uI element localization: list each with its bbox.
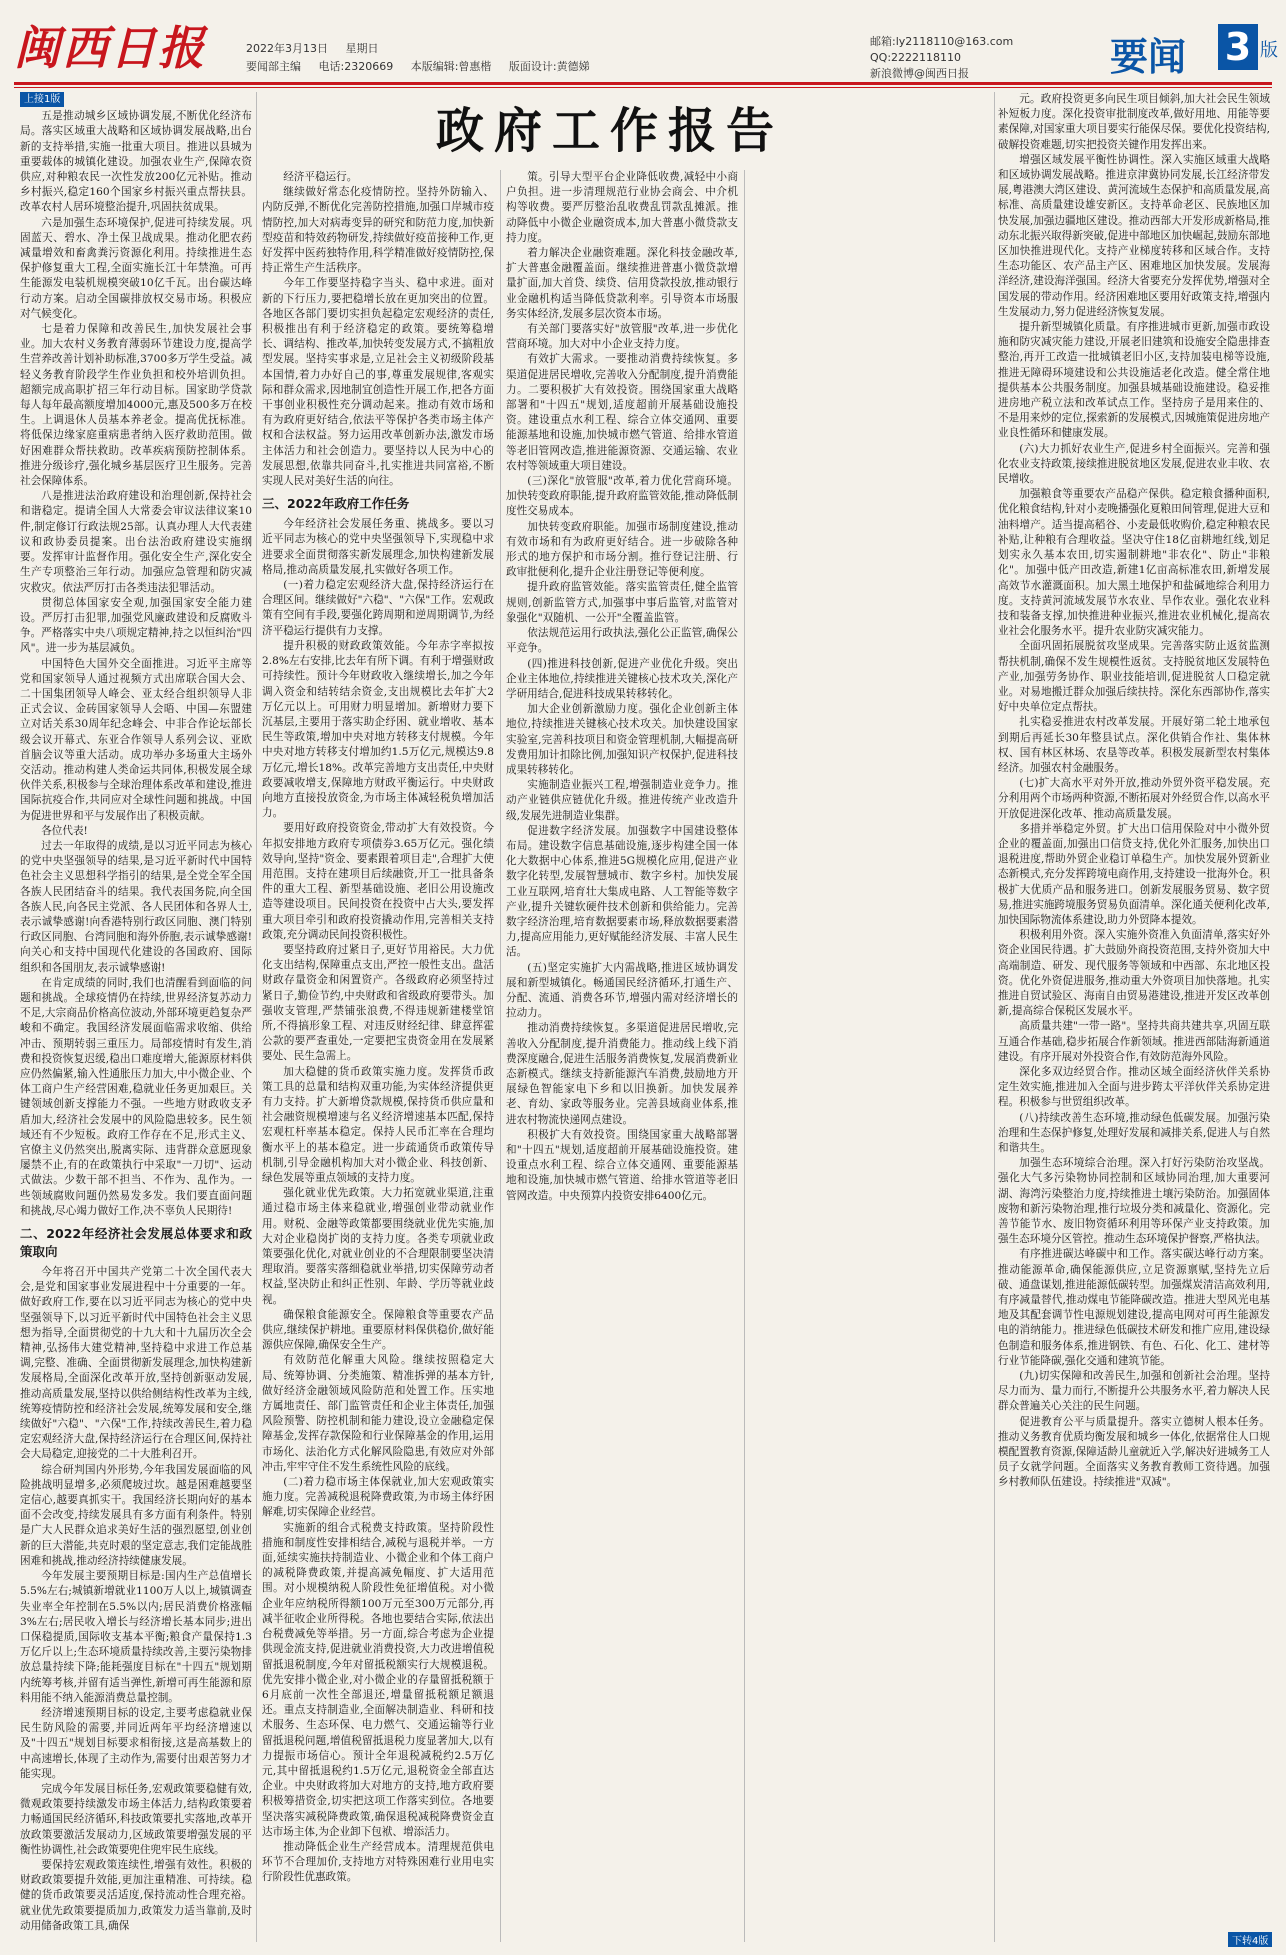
continued-to-tag: 下转4版 bbox=[1228, 1932, 1272, 1947]
article-paragraph: 完成今年发展目标任务,宏观政策要稳健有效,微观政策要持续激发市场主体活力,结构政策要着力畅通国民经济循环,科技政策要扎实落地,改革开放政策要激活发展动力,区域政策要增强发展的平衡性协调性,社会政策要兜住兜牢民生底线。 bbox=[20, 1782, 252, 1856]
article-headline: 政府工作报告 bbox=[435, 103, 784, 159]
article-paragraph: 加快转变政府职能。加强市场制度建设,推动有效市场和有为政府更好结合。进一步破除各种形式的地方保护和市场分割。推行登记注册、行政审批便利化,提升企业注册登记等便利度。 bbox=[506, 520, 738, 579]
article-paragraph: 提升积极的财政政策效能。今年赤字率拟按2.8%左右安排,比去年有所下调。有利于增强财政可持续性。预计今年财政收入继续增长,加之今年调入资金和结转结余资金,支出规模比去年扩大2万亿元以上。可用财力明显增加。新增财力要下沉基层,主要用于落实助企纾困、就业增收、基本民生等政策,增加中央对地方转移支付规模。今年中央对地方转移支付增加约1.5万亿元,规模达9.8万亿元,增长18%。改革完善地方支出责任,中央财政要减收增支,保障地方财政平衡运行。中央财政向地方直接投放资金,为市场主体减轻税负增加活力。 bbox=[262, 639, 494, 820]
article-paragraph: 策。引导大型平台企业降低收费,减轻中小商户负担。进一步清理规范行业协会商会、中介机构等收费。要严厉整治乱收费乱罚款乱摊派。推动降低中小微企业融资成本,加大普惠小微贷款支持力度。 bbox=[506, 171, 738, 244]
duty-editor: 本版编辑:曾惠楷 bbox=[410, 60, 492, 73]
article-paragraph: 要用好政府投资资金,带动扩大有效投资。今年拟安排地方政府专项债券3.65万亿元。强化绩效导向,坚持"资金、要素跟着项目走",合理扩大使用范围。支持在建项目后续融资,开工一批具备条件的重大工程、新型基础设施、老旧公用设施改造等建设项目。民间投资在投资中占大头,要发挥重大项目牵引和政府投资撬动作用,完善相关支持政策,充分调动民间投资积极性。 bbox=[262, 822, 494, 941]
article-paragraph: 加强粮食等重要农产品稳产保供。稳定粮食播种面积,优化粮食结构,针对小麦晚播强化夏粮田间管理,促进大豆和油料增产。适当提高稻谷、小麦最低收购价,稳定种粮农民补贴,让种粮有合理收益。坚决守住18亿亩耕地红线,划足划实永久基本农田,切实遏制耕地"非农化"、防止"非粮化"。加强中低产田改造,新建1亿亩高标准农田,新增发展高效节水灌溉面积。加大黑土地保护和盐碱地综合利用力度。支持黄河流域发展节水农业、旱作农业。强化农业科技和装备支撑,加快推进种业振兴,推进农业机械化,提高农业社会化服务水平。提升农业防灾减灾能力。 bbox=[998, 488, 1270, 638]
article-paragraph: 综合研判国内外形势,今年我国发展面临的风险挑战明显增多,必须爬坡过坎。越是困难越要坚定信心,越要真抓实干。我国经济长期向好的基本面不会改变,持续发展具有多方面有利条件。特别是广大人民群众追求美好生活的强烈愿望,创业创新的巨大潜能,共克时艰的坚定意志,我们定能战胜困难和挑战,推动经济持续健康发展。 bbox=[20, 1463, 252, 1567]
article-paragraph: 确保粮食能源安全。保障粮食等重要农产品供应,继续保护耕地。重要原材料保供稳价,做好能源供应保障,确保安全生产。 bbox=[262, 1308, 494, 1352]
article-paragraph: 有效扩大需求。一要推动消费持续恢复。多渠道促进居民增收,完善收入分配制度,提升消费能力。二要积极扩大有效投资。围绕国家重大战略部署和"十四五"规划,适度超前开展基础设施投资。建设重点水利工程、综合立体交通网、重要能源基地和设施,加快城市燃气管道、给排水管道等老旧管网改造,推进能源资源、交通运输、农业农村等领域重大项目建设。 bbox=[506, 353, 738, 472]
qq: QQ:2222118110 bbox=[870, 51, 962, 64]
designer: 版面设计:黄德娣 bbox=[508, 60, 590, 73]
article-paragraph: (一)着力稳定宏观经济大盘,保持经济运行在合理区间。继续做好"六稳"、"六保"工作。宏观政策有空间有手段,要强化跨周期和逆周期调节,为经济平稳运行提供有力支撑。 bbox=[262, 579, 494, 637]
masthead-meta-line1 bbox=[246, 40, 393, 56]
article-paragraph: 今年经济社会发展任务重、挑战多。要以习近平同志为核心的党中央坚强领导下,实现稳中求进要求全面贯彻落实新发展理念,加快构建新发展格局,推动高质量发展,扎实做好各项工作。 bbox=[262, 518, 494, 576]
column-divider bbox=[256, 92, 257, 1942]
article-paragraph: (四)推进科技创新,促进产业优化升级。突出企业主体地位,持续推进关键核心技术攻关,深化产学研用结合,促进科技成果转移转化。 bbox=[506, 657, 738, 700]
article-paragraph: (二)着力稳市场主体保就业,加大宏观政策实施力度。完善减税退税降费政策,为市场主体纾困解难,切实保障企业经营。 bbox=[262, 1476, 494, 1519]
article-paragraph: 加大稳健的货币政策实施力度。发挥货币政策工具的总量和结构双重功能,为实体经济提供更有力支持。扩大新增贷款规模,保持货币供应量和社会融资规模增速与名义经济增速基本匹配,保持宏观杠杆率基本稳定。保持人民币汇率在合理均衡水平上的基本稳定。进一步疏通货币政策传导机制,引导金融机构加大对小微企业、科技创新、绿色发展等重点领域的支持力度。 bbox=[262, 1065, 494, 1184]
article-paragraph: 经济平稳运行。 bbox=[283, 171, 358, 183]
section-name: 要闻 bbox=[1110, 35, 1187, 79]
column-1-body bbox=[20, 109, 252, 1934]
masthead-rule bbox=[14, 82, 1272, 85]
section-heading: 二、2022年经济社会发展总体要求和政策取向 bbox=[20, 1226, 252, 1260]
article-paragraph: 各位代表! bbox=[41, 824, 88, 837]
article-paragraph: (七)扩大高水平对外开放,推动外贸外资平稳发展。充分利用两个市场两种资源,不断拓展对外经贸合作,以高水平开放促进深化改革、推动高质量发展。 bbox=[998, 777, 1270, 820]
column-2-body bbox=[262, 170, 494, 1886]
column-3-body bbox=[506, 170, 738, 1204]
article-paragraph: 八是推进法治政府建设和治理创新,保持社会和谐稳定。提请全国人大常委会审议法律议案10件,制定修订行政法规25部。认真办理人大代表建议和政协委员提案。出台法治政府建设实施纲要。发挥审计监督作用。强化安全生产,深化安全生产专项整治三年行动。加强应急管理和防灾减灾救灾。依法严厉打击各类违法犯罪活动。 bbox=[20, 490, 252, 594]
article-paragraph: 加强生态环境综合治理。深入打好污染防治攻坚战。强化大气多污染物协同控制和区域协同治理,加大重要河湖、海湾污染整治力度,持续推进土壤污染防治。加强固体废物和新污染物治理,推行垃圾分类和减量化、资源化。完善节能节水、废旧物资循环利用等环保产业支持政策。加强生态环境分区管控。推动生态环境保护督察,严格执法。 bbox=[998, 1157, 1270, 1246]
article-paragraph: 今年发展主要预期目标是:国内生产总值增长5.5%左右;城镇新增就业1100万人以上,城镇调查失业率全年控制在5.5%以内;居民消费价格涨幅3%左右;居民收入增长与经济增长基本同步;进出口保稳提质,国际收支基本平衡;粮食产量保持1.3万亿斤以上;生态环境质量持续改善,主要污染物排放总量持续下降;能耗强度目标在"十四五"规划期内统筹考核,并留有适当弹性,新增可再生能源和原料用能不纳入能源消费总量控制。 bbox=[20, 1570, 252, 1704]
article-paragraph: 全面巩固拓展脱贫攻坚成果。完善落实防止返贫监测帮扶机制,确保不发生规模性返贫。支持脱贫地区发展特色产业,加强劳务协作、职业技能培训,促进脱贫人口稳定就业。对易地搬迁群众加强后续扶持。深化东西部协作,落实好中央单位定点帮扶。 bbox=[998, 640, 1270, 714]
masthead bbox=[0, 0, 1286, 80]
article-paragraph: 着力解决企业融资难题。深化科技金融改革,扩大普惠金融覆盖面。继续推进普惠小微贷款增量扩面,加大首贷、续贷、信用贷款投放,推动银行业金融机构适当降低贷款利率。引导资本市场服务实体经济,发展多层次资本市场。 bbox=[506, 247, 738, 320]
article-paragraph: 今年将召开中国共产党第二十次全国代表大会,是党和国家事业发展进程中十分重要的一年。做好政府工作,要在以习近平同志为核心的党中央坚强领导下,以习近平新时代中国特色社会主义思想为指导,全面贯彻党的十九大和十九届历次全会精神,弘扬伟大建党精神,坚持稳中求进工作总基调,完整、准确、全面贯彻新发展理念,加快构建新发展格局,全面深化改革开放,坚持创新驱动发展,推动高质量发展,坚持以供给侧结构性改革为主线,统筹疫情防控和经济社会发展,统筹发展和安全,继续做好"六稳"、"六保"工作,持续改善民生,着力稳定宏观经济大盘,保持经济运行在合理区间,保持社会大局稳定,迎接党的二十大胜利召开。 bbox=[20, 1266, 252, 1461]
article-paragraph: 实施新的组合式税费支持政策。坚持阶段性措施和制度性安排相结合,减税与退税并举。一方面,延续实施扶持制造业、小微企业和个体工商户的减税降费政策,并提高减免幅度、扩大适用范围。对小规模纳税人阶段性免征增值税。对小微企业年应纳税所得额100万元至300万元部分,再减半征收企业所得税。各地也要结合实际,依法出台税费减免等举措。另一方面,综合考虑为企业提供现金流支持,促进就业消费投资,大力改进增值税留抵退税制度,今年对留抵税额实行大规模退税。优先安排小微企业,对小微企业的存量留抵税额于6月底前一次性全部退还,增量留抵税额足额退还。重点支持制造业,全面解决制造业、科研和技术服务、生态环保、电力燃气、交通运输等行业留抵退税问题,增值税留抵退税力度显著加大,以有力提振市场信心。预计全年退税减税约2.5万亿元,其中留抵退税约1.5万亿元,退税资金全部直达企业。中央财政将加大对地方的支持,地方政府要积极筹措资金,切实把这项工作落实到位。各地要坚决落实减税降费政策,确保退税减税降费资金直达市场主体,为企业卸下包袱、增添活力。 bbox=[262, 1521, 494, 1838]
column-3 bbox=[506, 170, 738, 1942]
article-paragraph: 有序推进碳达峰碳中和工作。落实碳达峰行动方案。推动能源革命,确保能源供应,立足资源禀赋,坚持先立后破、通盘谋划,推进能源低碳转型。加强煤炭清洁高效利用,有序减量替代,推动煤电节能降碳改造。推进大型风光电基地及其配套调节性电源规划建设,提高电网对可再生能源发电的消纳能力。推进绿色低碳技术研发和推广应用,建设绿色制造和服务体系,推进钢铁、有色、石化、化工、建材等行业节能降碳,强化交通和建筑节能。 bbox=[998, 1248, 1270, 1367]
article-paragraph: 深化多双边经贸合作。推动区域全面经济伙伴关系协定生效实施,推进加入全面与进步跨太平洋伙伴关系协定进程。积极参与世贸组织改革。 bbox=[998, 1066, 1270, 1109]
column-4 bbox=[998, 92, 1270, 1942]
article-paragraph: (八)持续改善生态环境,推动绿色低碳发展。加强污染治理和生态保护修复,处理好发展和减排关系,促进人与自然和谐共生。 bbox=[998, 1111, 1270, 1155]
article-paragraph: 有效防范化解重大风险。继续按照稳定大局、统筹协调、分类施策、精准拆弹的基本方针,做好经济金融领域风险防范和处置工作。压实地方属地责任、部门监管责任和企业主体责任,加强风险预警、防控机制和能力建设,设立金融稳定保障基金,发挥存款保险和行业保障基金的作用,运用市场化、法治化方式化解风险隐患,有效应对外部冲击,牢牢守住不发生系统性风险的底线。 bbox=[262, 1354, 494, 1473]
column-divider bbox=[744, 170, 745, 1942]
article-paragraph: 加大企业创新激励力度。强化企业创新主体地位,持续推进关键核心技术攻关。加快建设国家实验室,完善科技项目和资金管理机制,大幅提高研发费用加计扣除比例,加强知识产权保护,促进科技成果转移转化。 bbox=[506, 703, 738, 776]
article-paragraph: 积极利用外资。深入实施外资准入负面清单,落实好外资企业国民待遇。扩大鼓励外商投资范围,支持外资加大中高端制造、研发、现代服务等领域和中西部、东北地区投资。优化外资促进服务,推动重大外资项目加快落地。扎实推进自贸试验区、海南自由贸易港建设,推进开发区改革创新,提高综合保税区发展水平。 bbox=[998, 929, 1270, 1018]
article-paragraph: (九)切实保障和改善民生,加强和创新社会治理。坚持尽力而为、量力而行,不断提升公共服务水平,着力解决人民群众普遍关心关注的民生问题。 bbox=[998, 1370, 1270, 1413]
article-paragraph: 促进数字经济发展。加强数字中国建设整体布局。建设数字信息基础设施,逐步构建全国一体化大数据中心体系,推进5G规模化应用,促进产业数字化转型,发展智慧城市、数字乡村。加快发展工业互联网,培育壮大集成电路、人工智能等数字产业,提升关键软硬件技术创新和供给能力。完善数字经济治理,培育数据要素市场,释放数据要素潜力,提高应用能力,更好赋能经济发展、丰富人民生活。 bbox=[506, 824, 738, 959]
article-paragraph: 在肯定成绩的同时,我们也清醒看到面临的问题和挑战。全球疫情仍在持续,世界经济复苏动力不足,大宗商品价格高位波动,外部环境更趋复杂严峻和不确定。我国经济发展面临需求收缩、供给冲击、预期转弱三重压力。局部疫情时有发生,消费和投资恢复迟缓,稳出口难度增大,能源原材料供应仍然偏紧,输入性通胀压力加大,中小微企业、个体工商户生产经营困难,稳就业任务更加艰巨。关键领域创新支撑能力不强。一些地方财政收支矛盾加大,经济社会发展中的风险隐患较多。民生领域还有不少短板。政府工作存在不足,形式主义、官僚主义仍然突出,脱离实际、违背群众意愿现象屡禁不止,有的在政策执行中采取"一刀切"、运动式做法。少数干部不担当、不作为、乱作为。一些领域腐败问题仍然易发多发。我们要直面问题和挑战,尽心竭力做好工作,决不辜负人民期待! bbox=[20, 976, 252, 1217]
issue-date: 2022年3月13日 bbox=[246, 42, 328, 55]
phone: 电话:2320669 bbox=[318, 60, 394, 73]
article-paragraph: 提升新型城镇化质量。有序推进城市更新,加强市政设施和防灾减灾能力建设,开展老旧建筑和设施安全隐患排查整治,再开工改造一批城镇老旧小区,支持加装电梯等设施,推进无障碍环境建设和公共设施适老化改造。健全常住地提供基本公共服务制度。加强县城基础设施建设。稳妥推进房地产税立法和改革试点工作。坚持房子是用来住的、不是用来炒的定位,探索新的发展模式,因城施策促进房地产业良性循环和健康发展。 bbox=[998, 321, 1270, 440]
article-paragraph: 强化就业优先政策。大力拓宽就业渠道,注重通过稳市场主体来稳就业,增强创业带动就业作用。财税、金融等政策都要围绕就业优先实施,加大对企业稳岗扩岗的支持力度。各类专项就业政策要强化优化,对就业创业的不合理限制要坚决清理取消。要落实落细稳就业举措,切实保障劳动者权益,坚决防止和纠正性别、年龄、学历等就业歧视。 bbox=[262, 1187, 494, 1306]
article-paragraph: 积极扩大有效投资。围绕国家重大战略部署和"十四五"规划,适度超前开展基础设施投资。建设重点水利工程、综合立体交通网、重要能源基地和设施,加快城市燃气管道、给排水管道等老旧管网改造。中央预算内投资安排6400亿元。 bbox=[506, 1128, 738, 1202]
article-paragraph: 经济增速预期目标的设定,主要考虑稳就业保民生防风险的需要,并同近两年平均经济增速以及"十四五"规划目标要求相衔接,这是高基数上的中高速增长,体现了主动作为,需要付出艰苦努力才能实现。 bbox=[20, 1706, 252, 1780]
article-paragraph: 五是推动城乡区域协调发展,不断优化经济布局。落实区域重大战略和区域协调发展战略,出台新的支持举措,实施一批重大项目。推进以县城为重要载体的城镇化建设。加强农业生产,保障农资供应,对种粮农民一次性发放200亿元补贴。推动乡村振兴,稳定160个国家乡村振兴重点帮扶县。改革农村人居环境整治提升,巩固扶贫成果。 bbox=[20, 110, 252, 214]
issue-weekday: 星期日 bbox=[345, 42, 379, 55]
article-paragraph: 七是着力保障和改善民生,加快发展社会事业。加大农村义务教育薄弱环节建设力度,提高学生营养改善计划补助标准,3700多万学生受益。减轻义务教育阶段学生作业负担和校外培训负担。超额完成高职扩招三年行动目标。国家助学贷款每人每年最高额度增加4000元,惠及500多万在校生。上调退休人员基本养老金。提高优抚标准。将低保边缘家庭重病患者纳入医疗救助范围。做好困难群众帮扶救助。改革疾病预防控制体系。推进分级诊疗,强化城乡基层医疗卫生服务。完善社会保障体系。 bbox=[20, 323, 252, 488]
article-paragraph: 过去一年取得的成绩,是以习近平同志为核心的党中央坚强领导的结果,是习近平新时代中国特色社会主义思想科学指引的结果,是全党全军全国各族人民团结奋斗的结果。我代表国务院,向全国各族人民,向各民主党派、各人民团体和各界人士,表示诚挚感谢!向香港特别行政区同胞、澳门特别行政区同胞、台湾同胞和海外侨胞,表示诚挚感谢!向关心和支持中国现代化建设的各国政府、国际组织和各国朋友,表示诚挚感谢! bbox=[20, 839, 252, 974]
article-paragraph: 今年工作要坚持稳字当头、稳中求进。面对新的下行压力,要把稳增长放在更加突出的位置。各地区各部门要切实担负起稳定宏观经济的责任,积极推出有利于经济稳定的政策。要统筹稳增长、调结构、推改革,加快转变发展方式,不搞粗放型发展。坚持实事求是,立足社会主义初级阶段基本国情,着力办好自己的事,尊重发展规律,客观实际和群众需求,因地制宜创造性开展工作,把各方面干事创业积极性充分调动起来。推动有效市场和有为政府更好结合,依法平等保护各类市场主体产权和合法权益。努力运用改革创新办法,激发市场主体活力和社会创造力。要坚持以人民为中心的发展思想,依靠共同奋斗,扎实推进共同富裕,不断实现人民对美好生活的向往。 bbox=[262, 277, 494, 488]
article-paragraph: 扎实稳妥推进农村改革发展。开展好第二轮土地承包到期后再延长30年整县试点。深化供销合作社、集体林权、国有林区林场、农垦等改革。积极发展新型农村集体经济。加强农村金融服务。 bbox=[998, 716, 1270, 774]
column-1 bbox=[20, 92, 252, 1942]
section-heading: 三、2022年政府工作任务 bbox=[262, 496, 410, 512]
continued-from-tag: 上接1版 bbox=[20, 92, 64, 107]
masthead-meta-line2 bbox=[246, 58, 604, 74]
article-paragraph: 推动消费持续恢复。多渠道促进居民增收,完善收入分配制度,提升消费能力。推动线上线下消费深度融合,促进生活服务消费恢复,发展消费新业态新模式。继续支持新能源汽车消费,鼓励地方开展绿色智能家电下乡和以旧换新。加快发展养老、育幼、家政等服务业。完善县域商业体系,推进农村物流快递网点建设。 bbox=[506, 1022, 738, 1126]
weibo: 新浪微博@闽西日报 bbox=[870, 67, 969, 80]
article-paragraph: 促进教育公平与质量提升。落实立德树人根本任务。推动义务教育优质均衡发展和城乡一体化,依据常住人口规模配置教育资源,保障适龄儿童就近入学,解决好进城务工人员子女就学问题。全面落实义务教育教师工资待遇。加强乡村教师队伍建设。持续推进"双减"。 bbox=[998, 1415, 1270, 1489]
column-divider bbox=[500, 170, 501, 1942]
article-paragraph: 中国特色大国外交全面推进。习近平主席等党和国家领导人通过视频方式出席联合国大会、二十国集团领导人峰会、亚太经合组织领导人非正式会议、金砖国家领导人会晤、中国—东盟建立对话关系30周年纪念峰会、中非合作论坛部长级会议开幕式、东亚合作领导人系列会议、亚欧首脑会议等重大活动。成功举办多场重大主场外交活动。推动构建人类命运共同体,积极发展全球伙伴关系,积极参与全球治理体系改革和建设,推进国际抗疫合作,共同应对全球性问题和挑战。中国为促进世界和平与发展作出了积极贡献。 bbox=[20, 657, 252, 822]
article-paragraph: 多措并举稳定外贸。扩大出口信用保险对中小微外贸企业的覆盖面,加强出口信贷支持,优化外汇服务,加快出口退税进度,帮助外贸企业稳订单稳生产。加快发展外贸新业态新模式,充分发挥跨境电商作用,支持建设一批海外仓。积极扩大优质产品和服务进口。创新发展服务贸易、数字贸易,推进实施跨境服务贸易负面清单。深化通关便利化改革,加快国际物流体系建设,助力外贸降本提效。 bbox=[998, 822, 1270, 926]
article-paragraph: 提升政府监管效能。落实监管责任,健全监管规则,创新监管方式,加强事中事后监管,对监管对象强化"双随机、一公开"全覆盖监管。 bbox=[506, 581, 738, 624]
column-divider bbox=[994, 92, 995, 1942]
article-paragraph: 实施制造业振兴工程,增强制造业竞争力。推动产业链供应链优化升级。推进传统产业改造升级,发展先进制造业集群。 bbox=[506, 779, 738, 822]
article-paragraph: 有关部门要落实好"放管服"改革,进一步优化营商环境。加大对中小企业支持力度。 bbox=[506, 323, 738, 351]
email: 邮箱:ly2118110@163.com bbox=[870, 35, 1014, 48]
article-paragraph: 高质量共建"一带一路"。坚持共商共建共享,巩固互联互通合作基础,稳步拓展合作新领域。推进西部陆海新通道建设。有序开展对外投资合作,有效防范海外风险。 bbox=[998, 1020, 1270, 1063]
article-paragraph: 增强区域发展平衡性协调性。深入实施区域重大战略和区域协调发展战略。推进京津冀协同发展,长江经济带发展,粤港澳大湾区建设、黄河流域生态保护和高质量发展,高标准、高质量建设雄安新区。支持革命老区、民族地区加快发展,加强边疆地区建设。推动西部大开发形成新格局,推动东北振兴取得新突破,促进中部地区加快崛起,鼓励东部地区加快推进现代化。支持产业梯度转移和区域合作。支持生态功能区、农产品主产区、困难地区加快发展。发展海洋经济,建设海洋强国。经济大省要充分发挥优势,增强对全国发展的带动作用。经济困难地区要用好政策支持,增强内生发展动力,努力促进经济恢复发展。 bbox=[998, 153, 1270, 318]
column-4-body bbox=[998, 92, 1270, 1491]
column-2 bbox=[262, 170, 494, 1942]
contact-info bbox=[870, 34, 1013, 82]
article-paragraph: 元。政府投资更多向民生项目倾斜,加大社会民生领域补短板力度。深化投资审批制度改革,做好用地、用能等要素保障,对国家重大项目要实行能保尽保。要优化投资结构,破解投资难题,切实把投资关键作用发挥出来。 bbox=[998, 93, 1270, 151]
article-paragraph: 依法规范运用行政执法,强化公正监管,确保公平竞争。 bbox=[506, 627, 738, 655]
page-number: 3 bbox=[1218, 24, 1258, 70]
article-paragraph: (六)大力抓好农业生产,促进乡村全面振兴。完善和强化农业支持政策,接续推进脱贫地区发展,促进农业丰收、农民增收。 bbox=[998, 442, 1270, 486]
newspaper-logo: 闽西日报 bbox=[14, 21, 206, 75]
article-paragraph: 贯彻总体国家安全观,加强国家安全能力建设。严厉打击犯罪,加强党风廉政建设和反腐败斗争。严格落实中央八项规定精神,持之以恒纠治"四风"。进一步为基层减负。 bbox=[20, 596, 252, 655]
article-paragraph: 继续做好常态化疫情防控。坚持外防输入、内防反弹,不断优化完善防控措施,加强口岸城市疫情防控,加大对病毒变异的研究和防范力度,加快新型疫苗和特效药物研发,持续做好疫苗接种工作,更好发挥中医药独特作用,科学精准做好疫情防控,保持正常生产生活秩序。 bbox=[262, 186, 494, 275]
masthead-rule-thin bbox=[14, 87, 1272, 88]
editor-label: 要闻部主编 bbox=[246, 60, 301, 73]
article-paragraph: 六是加强生态环境保护,促进可持续发展。巩固蓝天、碧水、净土保卫战成果。推动化肥农药减量增效和畜禽粪污资源化利用。持续推进生态保护修复重大工程,全面实施长江十年禁渔。可再生能源发电装机规模突破10亿千瓦。出台碳达峰行动方案。启动全国碳排放权交易市场。积极应对气候变化。 bbox=[20, 216, 252, 320]
article-paragraph: 要保持宏观政策连续性,增强有效性。积极的财政政策要提升效能,更加注重精准、可持续。稳健的货币政策要灵活适度,保持流动性合理充裕。就业优先政策要提质加力,政策发力适当靠前,及时动用储备政策工具,确保 bbox=[20, 1858, 252, 1932]
article-paragraph: (五)坚定实施扩大内需战略,推进区域协调发展和新型城镇化。畅通国民经济循环,打通生产、分配、流通、消费各环节,增强内需对经济增长的拉动力。 bbox=[506, 961, 738, 1020]
article-paragraph: 要坚持政府过紧日子,更好节用裕民。大力优化支出结构,保障重点支出,严控一般性支出。盘活财政存量资金和闲置资产。各级政府必须坚持过紧日子,勤俭节约,中央财政和省级政府要带头。加强收支管理,严禁铺张浪费,不得违规新建楼堂馆所,不得搞形象工程、对违反财经纪律、肆意挥霍公款的要严查重处,一定要把宝贵资金用在发展紧要处、民生急需上。 bbox=[262, 943, 494, 1063]
ban-label: 版 bbox=[1260, 40, 1278, 61]
article-paragraph: (三)深化"放管服"改革,着力优化营商环境。加快转变政府职能,提升政府监管效能,推动降低制度性交易成本。 bbox=[506, 475, 738, 518]
article-paragraph: 推动降低企业生产经营成本。清理规范供电环节不合理加价,支持地方对特殊困难行业用电实行阶段性优惠政策。 bbox=[262, 1840, 494, 1884]
